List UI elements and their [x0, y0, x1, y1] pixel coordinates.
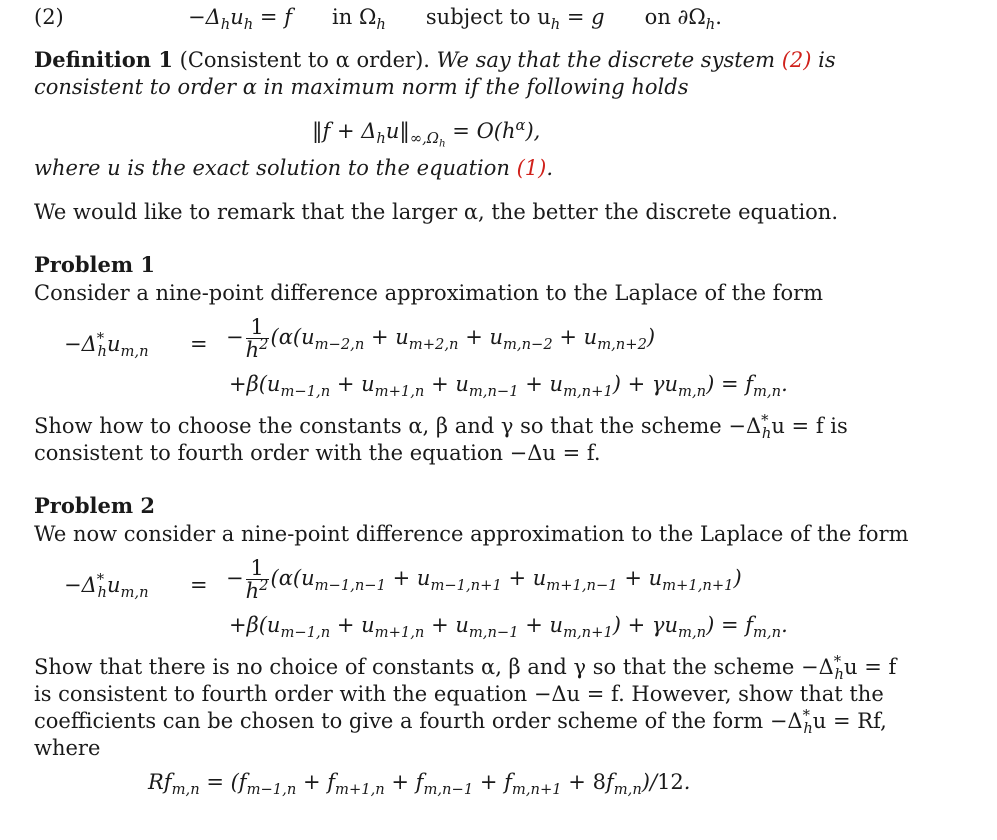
problem-2-show-3: coefficients can be chosen to give a fourth order scheme of the form $-\Delta^*_hu = Rf$,: [34, 706, 887, 738]
problem-1-line-1: − $\frac{1}{h^2}$ ($\alpha(u_{m-2,n} + u_{m+2,n} + u_{m,n-2} + u_{m,n+2})$: [226, 315, 656, 362]
problem-2-lhs: $-\Delta^*_hu_{m,n}$: [64, 570, 149, 602]
definition-heading: Definition 1: [34, 47, 173, 72]
definition-formula: ‖f + $\Delta_hu‖_{\infty,\Omega_h} = O(h^\alpha)$,: [312, 116, 541, 150]
fraction-1-over-h2: $\frac{1}{h^2}$: [245, 315, 269, 362]
problem-2-line-2: $+\beta(u_{m-1,n} + u_{m+1,n} + u_{m,n-1} + u_{m,n+1}) + \gamma u_{m,n}) = f_{m,n}$.: [229, 613, 788, 642]
remark-text: We would like to remark that the larger α, the better the discrete equation.: [34, 200, 839, 224]
problem-1-heading: Problem 1: [34, 252, 156, 277]
definition-line-1: Definition 1 (Consistent to α order). We say that the discrete system (2) is: [34, 47, 836, 72]
problem-1-line-2: $+\beta(u_{m-1,n} + u_{m+1,n} + u_{m,n-1} + u_{m,n+1}) + \gamma u_{m,n}) = f_{m,n}$.: [229, 372, 788, 401]
definition-text-1: We say that the discrete system: [436, 48, 776, 72]
problem-2-show-2: is consistent to fourth order with the equation −Δu = f. However, show that the: [34, 682, 884, 706]
problem-1-show-1: Show how to choose the constants α, β and γ so that the scheme $-\Delta^*_hu = f$ is: [34, 411, 848, 443]
problem-1-show-2: consistent to fourth order with the equation −Δu = f.: [34, 441, 601, 465]
definition-ref-2[interactable]: (2): [781, 48, 812, 72]
rf-formula: $Rf_{m,n} = (f_{m-1,n} + f_{m+1,n} + f_{m,n-1} + f_{m,n+1} + 8f_{m,n})/12$.: [148, 770, 691, 799]
equation-2-lhs: $-\Delta_hu_h = f$: [188, 5, 292, 34]
problem-2-intro: We now consider a nine-point difference approximation to the Laplace of the form: [34, 522, 909, 546]
problem-2-heading: Problem 2: [34, 493, 156, 518]
problem-1-intro: Consider a nine-point difference approximation to the Laplace of the form: [34, 281, 824, 305]
problem-1-eq-sign: =: [190, 332, 208, 356]
equation-2-subject: subject to $u_h = g$: [425, 5, 605, 34]
problem-2-show-1: Show that there is no choice of constants α, β and γ so that the scheme $-\Delta^*_hu = f$: [34, 652, 897, 684]
definition-ref-1[interactable]: (1): [516, 156, 547, 180]
problem-2-line-1: − $\frac{1}{h^2}$ ($\alpha(u_{m-1,n-1} + u_{m-1,n+1} + u_{m+1,n-1} + u_{m+1,n+1})$: [226, 556, 742, 603]
fraction-1-over-h2-p2: $\frac{1}{h^2}$: [245, 556, 269, 603]
equation-2-domain: in $\Omega_h$: [332, 5, 386, 34]
definition-where: where u is the exact solution to the equation (1).: [34, 156, 554, 180]
problem-2-show-4: where: [34, 736, 101, 760]
definition-paren: (Consistent to α order).: [179, 48, 430, 72]
definition-line-2: consistent to order α in maximum norm if the following holds: [34, 75, 689, 99]
equation-2-line: [34, 4, 64, 30]
equation-2-boundary: on $\partial\Omega_h$.: [644, 5, 722, 34]
equation-2-body: [188, 4, 722, 34]
equation-2-label: (2): [34, 5, 64, 29]
problem-2-eq-sign: =: [190, 573, 208, 597]
problem-1-lhs: $-\Delta^*_hu_{m,n}$: [64, 329, 149, 361]
